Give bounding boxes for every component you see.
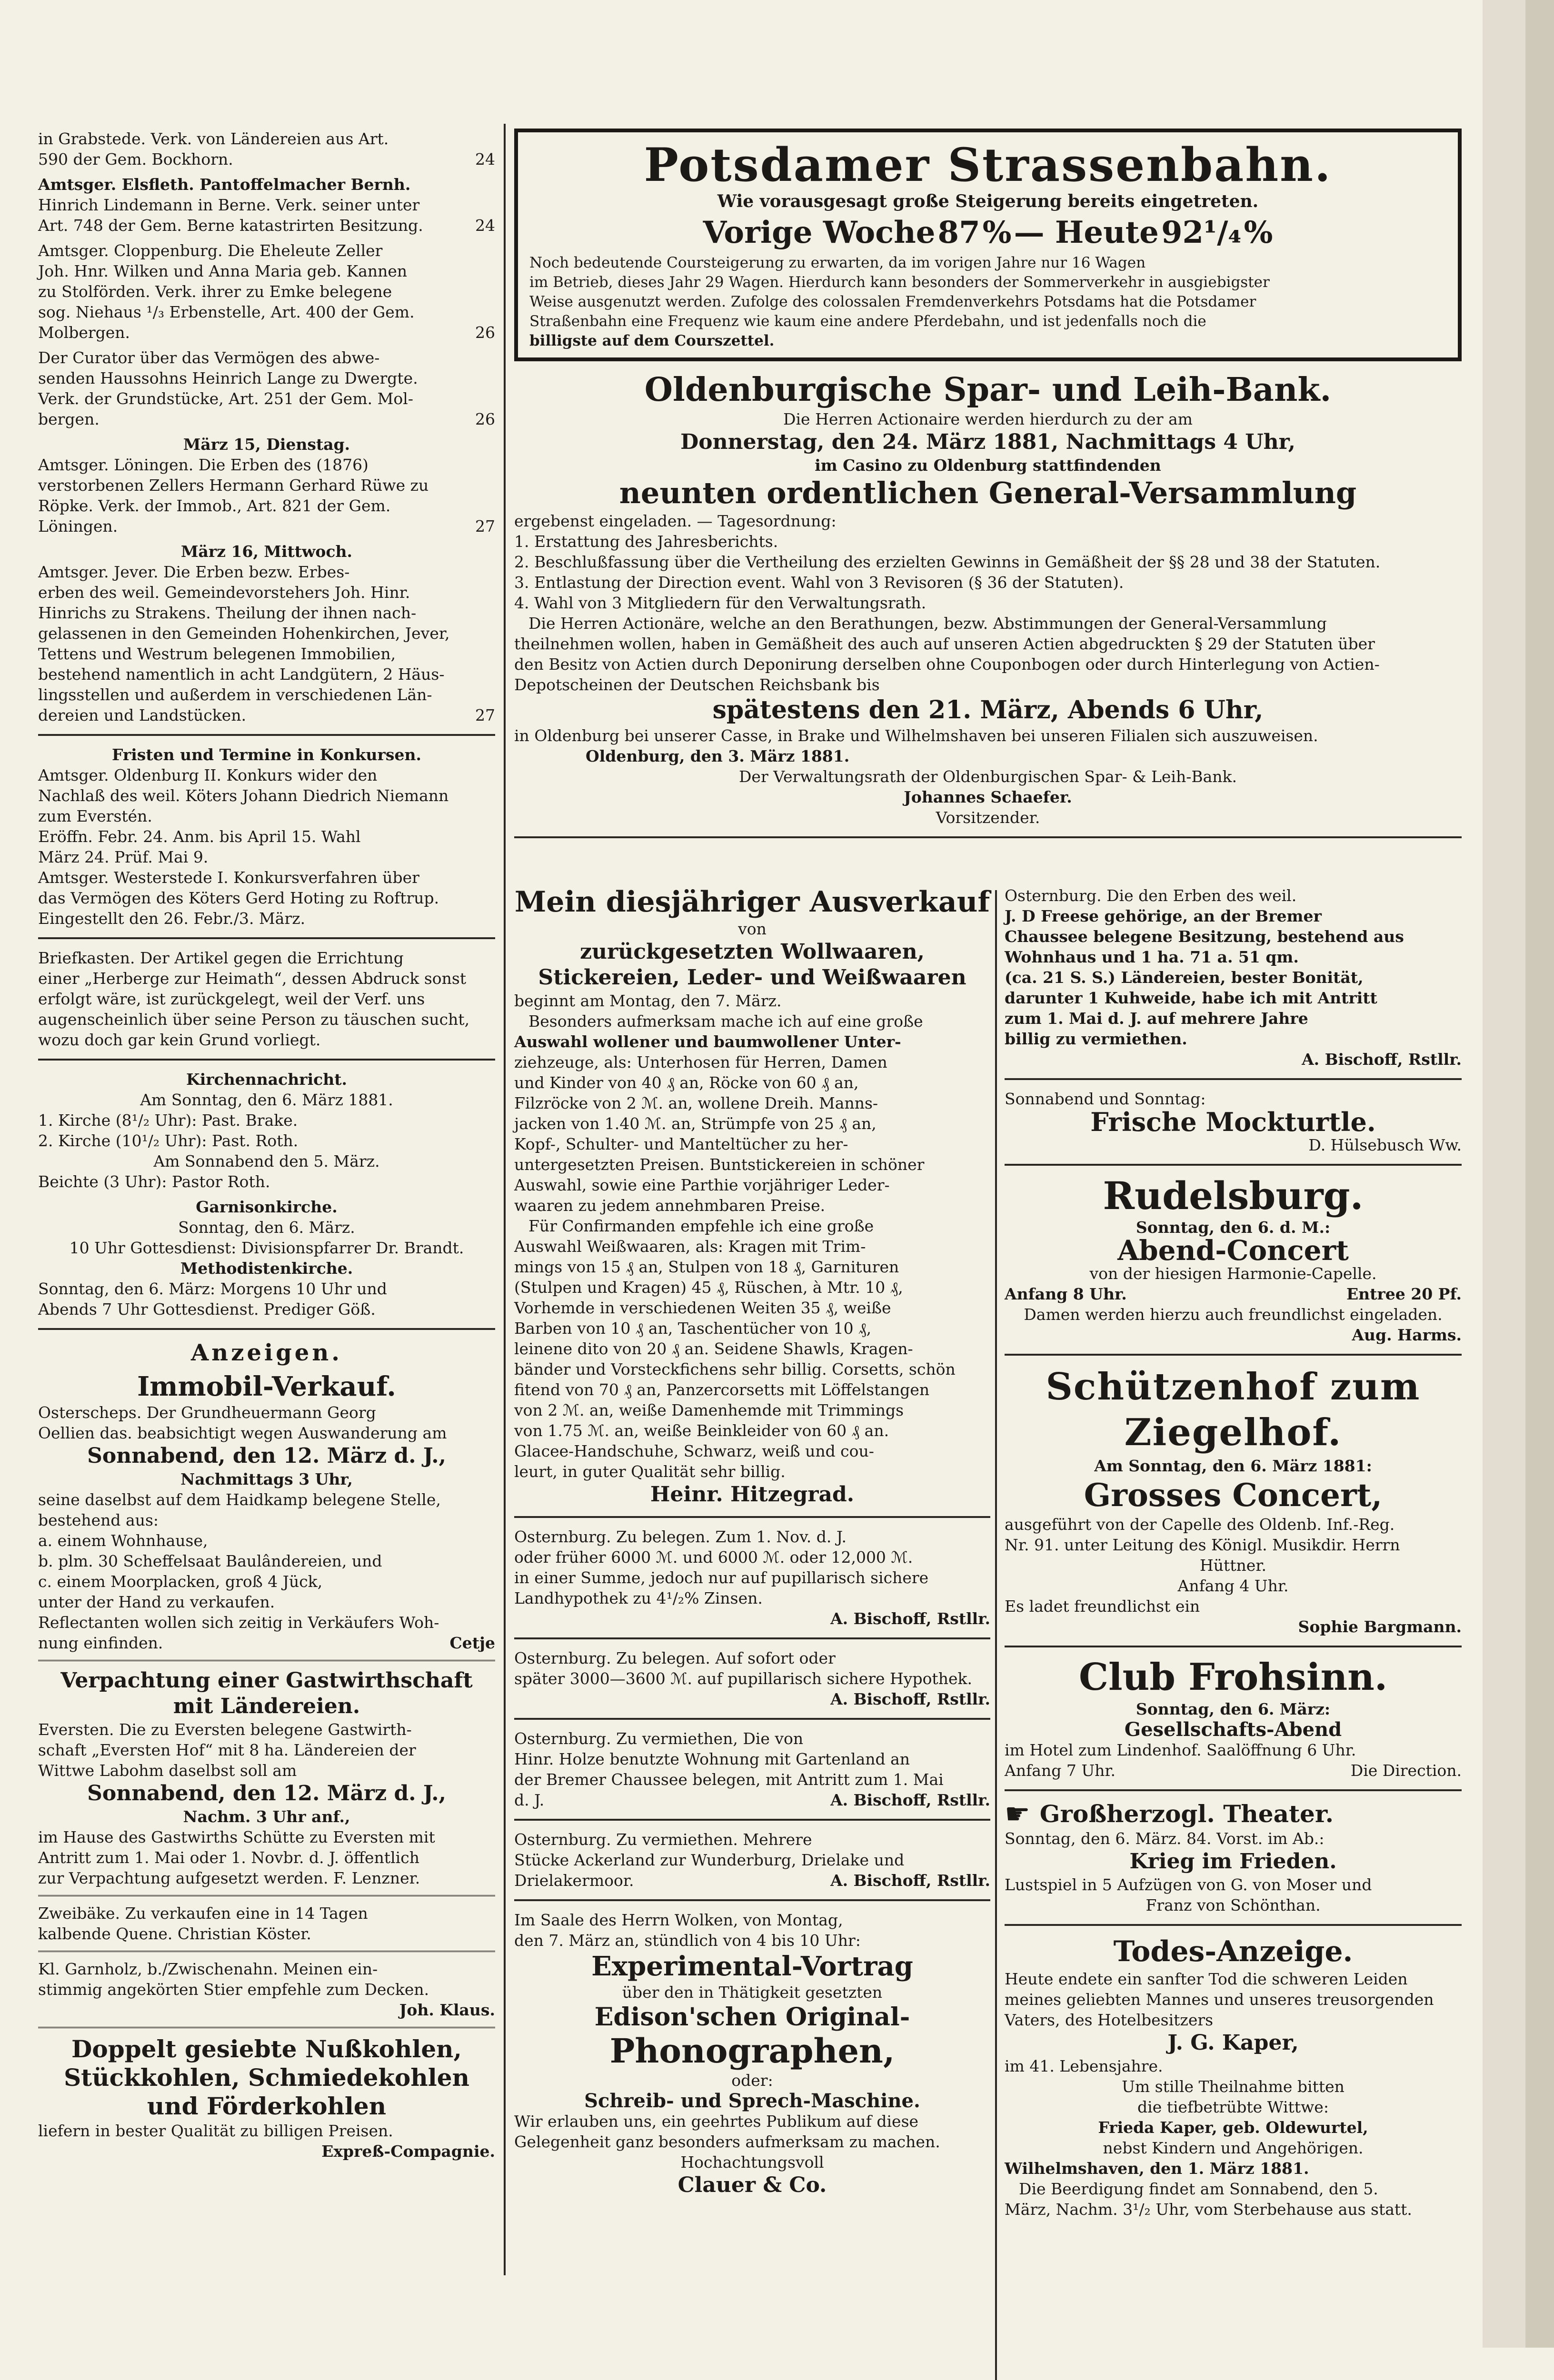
- text-line: dereien und Landstücken.: [38, 706, 247, 724]
- notice-grabstede: [38, 129, 495, 169]
- text-line: Im Saale des Herrn Wolken, von Montag,: [514, 1911, 843, 1929]
- text-line: die tiefbetrübte Wittwe:: [1137, 2098, 1329, 2116]
- text-line: von: [738, 920, 767, 938]
- divider: [38, 1059, 495, 1061]
- text-line: Der Curator über das Vermögen des abwe-: [38, 348, 380, 367]
- text-line: augenscheinlich über seine Person zu täuschen sucht,: [38, 1010, 470, 1029]
- text-line: sog. Niehaus ¹/₃ Erbenstelle, Art. 400 der Gem.: [38, 303, 415, 321]
- text-line: wozu doch gar kein Grund vorliegt.: [38, 1031, 321, 1049]
- notice-briefkasten: [38, 948, 495, 1050]
- text-line: Drielakermoor.: [514, 1871, 634, 1890]
- text-line: Sonnabend und Sonntag:: [1005, 1090, 1206, 1108]
- rate-unit: %: [982, 215, 1012, 250]
- divider: [38, 734, 495, 736]
- text-line: in Oldenburg bei unserer Casse, in Brake und Wilhelmshaven bei unseren Filialen sich auszuweisen.: [514, 726, 1318, 745]
- text-line: Landhypothek zu 4¹/₂% Zinsen.: [514, 1589, 763, 1607]
- text-line: und Kinder von 40 ₰ an, Röcke von 60 ₰ an,: [514, 1073, 859, 1092]
- ad-title: Experimental-Vortrag: [591, 1951, 913, 1982]
- ad-edison: [514, 1910, 990, 2198]
- text-line: Hinrich Lindemann in Berne. Verk. seiner unter: [38, 196, 420, 214]
- text-line: Anfang 8 Uhr.: [1005, 1285, 1127, 1303]
- banner-rates: [529, 215, 1446, 250]
- ad-osternburg-1: [514, 1527, 990, 1629]
- divider: [514, 1819, 990, 1821]
- ad-signature: Der Verwaltungsrath der Oldenburgischen Spar- & Leih-Bank.: [738, 767, 1237, 786]
- ad-signature: A. Bischoff, Rstllr.: [830, 1690, 990, 1708]
- text-line: im Casino zu Oldenburg stattfindenden: [815, 456, 1161, 475]
- ad-heading: Verpachtung einer Gastwirthschaft mit Ländereien.: [60, 1668, 473, 1718]
- text-line: Chaussee belegene Besitzung, bestehend aus: [1005, 927, 1404, 946]
- ad-date: Sonnabend, den 12. März d. J.,: [87, 1781, 446, 1805]
- text-line: Sonntag, den 6. März:: [1136, 1700, 1331, 1718]
- banner-subtitle: Wie vorausgesagt große Steigerung bereits eingetreten.: [717, 191, 1259, 211]
- text-line: bergen.: [38, 410, 100, 428]
- ad-signature: Heinr. Hitzegrad.: [650, 1482, 855, 1507]
- text-line: Sonntag, den 6. März.: [178, 1218, 355, 1237]
- text-line: Wir erlauben uns, ein geehrtes Publikum auf diese: [514, 2112, 919, 2131]
- text-line: Amtsger. Cloppenburg. Die Eheleute Zeller: [38, 241, 383, 260]
- text-line: Sonntag, den 6. März. 84. Vorst. im Ab.:: [1005, 1829, 1325, 1848]
- text-line: Straßenbahn eine Frequenz wie kaum eine andere Pferdebahn, und ist jedenfalls noch die: [529, 313, 1206, 330]
- text-line: ziehzeuge, als: Unterhosen für Herren, Damen: [514, 1053, 887, 1071]
- text-line: Stücke Ackerland zur Wunderburg, Drielake und: [514, 1851, 905, 1869]
- text-line: zu Stolförden. Verk. ihrer zu Emke belegene: [38, 282, 392, 301]
- notice-jever: [38, 562, 495, 725]
- ad-title: Großherzogl. Theater.: [1039, 1800, 1334, 1828]
- text-line: Lustspiel in 5 Aufzügen von G. von Moser und: [1005, 1875, 1372, 1894]
- ad-heading: Mein diesjähriger Ausverkauf: [514, 885, 990, 919]
- ad-potsdamer: [514, 129, 1462, 361]
- text-line: waaren zu jedem annehmbaren Preise.: [514, 1196, 826, 1215]
- divider: [38, 1951, 495, 1952]
- ad-signature: Aug. Harms.: [1352, 1326, 1462, 1344]
- text-line: Für Confirmanden empfehle ich eine große: [528, 1217, 874, 1235]
- text-line: Barben von 10 ₰ an, Taschentücher von 10 ₰,: [514, 1319, 872, 1338]
- ad-title: Gesellschafts-Abend: [1124, 1718, 1342, 1741]
- text-line: d. J.: [514, 1791, 545, 1809]
- text-line: Zweibäke. Zu verkaufen eine in 14 Tagen: [38, 1904, 368, 1923]
- text-line: Noch bedeutende Coursteigerung zu erwarten, da im vorigen Jahre nur 16 Wagen: [529, 254, 1146, 271]
- rate-label: — Heute: [1014, 215, 1159, 250]
- ad-title: Club Frohsinn.: [1078, 1656, 1388, 1699]
- text-line: Oellien das. beabsichtigt wegen Auswanderung am: [38, 1424, 447, 1442]
- text-line: im 41. Lebensjahre.: [1005, 2057, 1163, 2075]
- ad-title: Todes-Anzeige.: [1113, 1935, 1353, 1968]
- pointing-hand-icon: ☛: [1005, 1797, 1030, 1831]
- text-line: Molbergen.: [38, 323, 130, 342]
- text-line: Hochachtungsvoll: [680, 2153, 824, 2172]
- ad-title: Rudelsburg.: [1103, 1173, 1364, 1218]
- text-line: 10 Uhr Gottesdienst: Divisionspfarrer Dr. Brandt.: [69, 1239, 464, 1257]
- date-heading: März 15, Dienstag.: [183, 435, 350, 454]
- text-line: fitend von 70 ₰ an, Panzercorsetts mit Löffelstangen: [514, 1380, 930, 1399]
- text-line: nung einfinden.: [38, 1634, 163, 1652]
- text-line: oder früher 6000 ℳ. und 6000 ℳ. oder 12,000 ℳ.: [514, 1548, 913, 1567]
- text-line: Hinr. Holze benutzte Wohnung mit Gartenland an: [514, 1750, 910, 1768]
- text-line: zur Verpachtung aufgesetzt werden. F. Lenzner.: [38, 1869, 420, 1887]
- text-line: Weise ausgenutzt werden. Zufolge des colossalen Fremdenverkehrs Potsdams hat die Potsdamer: [529, 293, 1256, 310]
- ad-bank: [514, 371, 1462, 828]
- text-line: Auswahl, sowie eine Parthie vorjähriger Leder-: [514, 1176, 890, 1194]
- divider: [1005, 1646, 1462, 1647]
- text-line: Osterscheps. Der Grundheuermann Georg: [38, 1403, 376, 1422]
- text-line: Kopf-, Schulter- und Manteltücher zu her-: [514, 1135, 848, 1153]
- text-line: Abends 7 Uhr Gottesdienst. Prediger Göß.: [38, 1300, 376, 1319]
- text-line: kalbende Quene. Christian Köster.: [38, 1924, 311, 1943]
- rate-value: 87: [937, 215, 980, 250]
- text-line: Osternburg. Zu belegen. Zum 1. Nov. d. J.: [514, 1527, 847, 1546]
- ad-title: Frische Mockturtle.: [1090, 1107, 1376, 1137]
- text-line: untergesetzten Preisen. Buntstickereien in schöner: [514, 1155, 925, 1174]
- ad-date: Donnerstag, den 24. März 1881, Nachmittags 4 Uhr,: [680, 430, 1295, 454]
- deceased-name: J. G. Kaper,: [1167, 2031, 1299, 2055]
- ad-signature: Frieda Kaper, geb. Oldewurtel,: [1098, 2118, 1368, 2137]
- text-line: im Betrieb, dieses Jahr 29 Wagen. Hierdurch kann besonders der Sommerverkehr in ausgiebigster: [529, 274, 1270, 291]
- ad-rudelsburg: [1005, 1174, 1462, 1345]
- text-line: Filzröcke von 2 ℳ. an, wollene Dreih. Manns-: [514, 1094, 878, 1112]
- text-line: Nr. 91. unter Leitung des Königl. Musikdir. Herrn: [1005, 1536, 1400, 1554]
- text-line: senden Haussohns Heinrich Lange zu Dwergte.: [38, 369, 418, 387]
- text-line: Es ladet freundlichst ein: [1005, 1597, 1200, 1616]
- text-line: ausgeführt von der Capelle des Oldenb. Inf.-Reg.: [1005, 1515, 1395, 1534]
- text-line: den 7. März an, stündlich von 4 bis 10 Uhr:: [514, 1931, 861, 1950]
- section-heading: Garnisonkirche.: [196, 1198, 338, 1216]
- text-line: Osternburg. Zu vermiethen, Die von: [514, 1729, 804, 1748]
- ad-signature: A. Bischoff, Rstllr.: [830, 1791, 990, 1809]
- ad-club-frohsinn: [1005, 1656, 1462, 1781]
- text-line: erfolgt wäre, ist zurückgelegt, weil der Verf. uns: [38, 990, 425, 1008]
- text-line: Depotscheinen der Deutschen Reichsbank bis: [514, 675, 880, 694]
- ad-osternburg-2: [514, 1648, 990, 1709]
- text-line: meines geliebten Mannes und unseres treusorgenden: [1005, 1990, 1434, 2009]
- notice-curator: [38, 347, 495, 429]
- ad-heading: Immobil-Verkauf.: [137, 1371, 396, 1402]
- text-line: 590 der Gem. Bockhorn.: [38, 150, 233, 169]
- text-line: mings von 15 ₰ an, Stulpen von 18 ₰, Garnituren: [514, 1258, 899, 1276]
- text-line: März, Nachm. 3¹/₂ Uhr, vom Sterbehause aus statt.: [1005, 2200, 1412, 2219]
- text-line: stimmig angekörten Stier empfehle zum Decken.: [38, 1980, 429, 1999]
- page-ref: 27: [475, 706, 495, 724]
- divider: [38, 1328, 495, 1330]
- text-line: Gelegenheit ganz besonders aufmerksam zu machen.: [514, 2132, 940, 2151]
- ad-osternburg-4: [514, 1829, 990, 1891]
- notice-elsfleth: [38, 174, 495, 236]
- divider: [514, 836, 1462, 838]
- text-line: Auswahl wollener und baumwollener Unter-: [514, 1032, 901, 1051]
- text-line: Joh. Hnr. Wilken und Anna Maria geb. Kannen: [38, 262, 408, 280]
- section-heading: Methodistenkirche.: [180, 1259, 353, 1278]
- divider: [1005, 1164, 1462, 1166]
- text-line: (Stulpen und Kragen) 45 ₰, Rüschen, à Mtr. 10 ₰,: [514, 1278, 903, 1297]
- page-ref: 24: [475, 150, 495, 169]
- text-line: Die Beerdigung findet am Sonnabend, den 5.: [1019, 2180, 1378, 2198]
- agenda-item: 2. Beschlußfassung über die Vertheilung des erzielten Gewinns in Gemäßheit der §§ 28 und 38 der Statuten.: [514, 553, 1381, 571]
- text-line: Besonders aufmerksam mache ich auf eine große: [528, 1012, 923, 1031]
- text-line: von der hiesigen Harmonie-Capelle.: [1089, 1264, 1377, 1283]
- column-rule-1: [504, 124, 506, 2275]
- text-line: im Hotel zum Lindenhof. Saalöffnung 6 Uhr.: [1005, 1741, 1356, 1759]
- text-line: seine daselbst auf dem Haidkamp belegene Stelle,: [38, 1490, 441, 1509]
- ad-title: Abend-Concert: [1117, 1234, 1349, 1267]
- text-line: Amtsger. Oldenburg II. Konkurs wider den: [38, 766, 378, 784]
- text-line: Vorhemde in verschiedenen Weiten 35 ₰, weiße: [514, 1299, 891, 1317]
- agenda-item: 4. Wahl von 3 Mitgliedern für den Verwaltungsrath.: [514, 594, 926, 612]
- ad-mockturtle: [1005, 1089, 1462, 1155]
- text-line: Oldenburg, den 3. März 1881.: [586, 747, 850, 765]
- ad-osternburg-3: [514, 1728, 990, 1810]
- text-line: in Grabstede. Verk. von Ländereien aus Art.: [38, 129, 389, 148]
- text-line: Hüttner.: [1200, 1556, 1266, 1575]
- divider: [1005, 1078, 1462, 1080]
- banner-title: Potsdamer Strassenbahn.: [644, 138, 1332, 192]
- text-line: Eröffn. Febr. 24. Anm. bis April 15. Wahl: [38, 827, 361, 846]
- text-line: Amtsger. Elsfleth. Pantoffelmacher Bernh.: [38, 175, 411, 194]
- ad-todes-anzeige: [1005, 1934, 1462, 2220]
- ad-schuetzenhof: [1005, 1364, 1462, 1637]
- ad-signature: Die Direction.: [1350, 1761, 1462, 1780]
- text-line: Löningen.: [38, 517, 118, 536]
- text-line: darunter 1 Kuhweide, habe ich mit Antritt: [1005, 989, 1377, 1007]
- text-line: leinene dito von 20 ₰ an. Seidene Shawls, Kragen-: [514, 1339, 913, 1358]
- text-line: Briefkasten. Der Artikel gegen die Errichtung: [38, 949, 404, 967]
- text-line: Glacee-Handschuhe, Schwarz, weiß und cou-: [514, 1442, 874, 1460]
- notice-fristen: [38, 765, 495, 929]
- ad-deadline: spätestens den 21. März, Abends 6 Uhr,: [712, 695, 1264, 724]
- column-2: [514, 885, 990, 2198]
- ad-signature: Sophie Bargmann.: [1298, 1617, 1462, 1636]
- ad-heading: Doppelt gesiebte Nußkohlen, Stückkohlen, Schmiedekohlen und Förderkohlen: [64, 2035, 469, 2120]
- text-line: Auswahl Weißwaaren, als: Kragen mit Trim-: [514, 1237, 866, 1256]
- text-line: bestehend namentlich in acht Landgütern, 2 Häus-: [38, 665, 445, 684]
- divider: [514, 1899, 990, 1901]
- text-line: Heute endete ein sanfter Tod die schweren Leiden: [1005, 1970, 1408, 1988]
- text-line: Amtsger. Löningen. Die Erben des (1876): [38, 456, 369, 474]
- ad-signature: Johannes Schaefer.: [904, 788, 1072, 806]
- rate-value: 92¹/₄: [1161, 215, 1242, 250]
- ad-time: Nachmittags 3 Uhr,: [180, 1470, 353, 1488]
- column-3: [1005, 885, 1462, 2224]
- text-line: bestehend aus:: [38, 1511, 159, 1529]
- anzeigen-heading: Anzeigen.: [191, 1339, 342, 1366]
- ad-signature: Vorsitzender.: [936, 808, 1040, 827]
- text-line: gelassenen in den Gemeinden Hohenkirchen, Jever,: [38, 624, 450, 643]
- ad-ausverkauf: [514, 885, 990, 1507]
- text-line: Anfang 4 Uhr.: [1177, 1577, 1289, 1595]
- text-line: Osternburg. Die den Erben des weil.: [1005, 886, 1297, 905]
- ad-signature: A. Bischoff, Rstllr.: [830, 1871, 990, 1890]
- divider: [1005, 1789, 1462, 1791]
- text-line: Antritt zum 1. Mai oder 1. Novbr. d. J. öffentlich: [38, 1848, 419, 1867]
- text-line: Tettens und Westrum belegenen Immobilien,: [38, 645, 396, 663]
- text-line: leurt, in guter Qualität sehr billig.: [514, 1462, 786, 1481]
- ad-signature: Joh. Klaus.: [399, 2001, 495, 2019]
- notice-loeningen: [38, 455, 495, 536]
- ad-title: Grosses Concert,: [1084, 1477, 1383, 1514]
- ad-date: Sonnabend, den 12. März d. J.,: [87, 1444, 446, 1468]
- text-line: a. einem Wohnhause,: [38, 1531, 208, 1550]
- text-line: den Besitz von Actien durch Deponirung derselben ohne Couponbogen oder durch Hinterlegung von Actien-: [514, 655, 1380, 674]
- text-line: von 2 ℳ. an, weiße Damenhemde mit Trimmings: [514, 1401, 904, 1419]
- ad-title: neunten ordentlichen General-Versammlung: [619, 476, 1357, 510]
- divider: [1005, 1924, 1462, 1926]
- text-line: von 1.75 ℳ. an, weiße Beinkleider von 60 ₰ an.: [514, 1421, 889, 1440]
- column-rule-2: [995, 890, 997, 2380]
- page-ref: 24: [475, 216, 495, 235]
- text-line: Wilhelmshaven, den 1. März 1881.: [1005, 2159, 1309, 2178]
- text-line: Röpke. Verk. der Immob., Art. 821 der Gem.: [38, 496, 391, 515]
- text-line: Am Sonntag, den 6. März 1881:: [1094, 1457, 1372, 1475]
- banner-area: [514, 129, 1462, 847]
- theater-heading-row: [1005, 1797, 1462, 1831]
- divider: [38, 937, 495, 939]
- ad-title: Edison'schen Original-: [594, 2003, 910, 2032]
- text-line: (ca. 21 S. S.) Ländereien, bester Bonität,: [1005, 968, 1364, 987]
- agenda-item: 3. Entlastung der Direction event. Wahl von 3 Revisoren (§ 36 der Statuten).: [514, 573, 1124, 592]
- text-line: der Bremer Chaussee belegen, mit Antritt zum 1. Mai: [514, 1770, 944, 1789]
- text-line: Franz von Schönthan.: [1146, 1896, 1321, 1914]
- text-line: im Hause des Gastwirths Schütte zu Eversten mit: [38, 1828, 435, 1846]
- text-line: Wohnhaus und 1 ha. 71 a. 51 qm.: [1005, 948, 1299, 966]
- text-line: verstorbenen Zellers Hermann Gerhard Rüwe zu: [38, 476, 429, 495]
- text-line: Die Herren Actionaire werden hierdurch zu der am: [783, 410, 1193, 428]
- text-line: Osternburg. Zu belegen. Auf sofort oder: [514, 1649, 836, 1667]
- text-line: Sonntag, den 6. März: Morgens 10 Uhr und: [38, 1279, 387, 1298]
- text-line: oder:: [731, 2071, 773, 2090]
- ad-title: zurückgesetzten Wollwaaren, Stickereien, Leder- und Weißwaaren: [538, 940, 966, 990]
- divider: [38, 1895, 495, 1896]
- text-line: Art. 748 der Gem. Berne katastrirten Besitzung.: [38, 216, 423, 235]
- text-line: 1. Kirche (8¹/₂ Uhr): Past. Brake.: [38, 1111, 298, 1130]
- text-line: Beichte (3 Uhr): Pastor Roth.: [38, 1172, 270, 1191]
- text-line: Kl. Garnholz, b./Zwischenahn. Meinen ein-: [38, 1960, 378, 1978]
- text-line: Vaters, des Hotelbesitzers: [1005, 2011, 1214, 2029]
- rate-unit: %: [1244, 215, 1273, 250]
- notice-kirchen: [38, 1090, 495, 1192]
- ad-title: Krieg im Frieden.: [1129, 1849, 1337, 1874]
- text-line: Amtsger. Jever. Die Erben bezw. Erbes-: [38, 563, 350, 581]
- text-line: Um stille Theilnahme bitten: [1122, 2077, 1345, 2096]
- ad-signature: Clauer & Co.: [677, 2173, 827, 2197]
- text-line: Amtsger. Westerstede I. Konkursverfahren über: [38, 868, 419, 887]
- ad-signature: D. Hülsebusch Ww.: [1308, 1136, 1462, 1154]
- divider: [1005, 1354, 1462, 1356]
- ad-signature: Expreß-Compagnie.: [321, 2142, 495, 2161]
- ad-verpachtung: [38, 1719, 495, 1888]
- notice-cloppenburg: [38, 240, 495, 343]
- text-line: schaft „Eversten Hof“ mit 8 ha. Ländereien der: [38, 1741, 416, 1759]
- ad-signature: A. Bischoff, Rstllr.: [830, 1609, 990, 1628]
- text-line: jacken von 1.40 ℳ. an, Strümpfe von 25 ₰ an,: [514, 1114, 877, 1133]
- text-line: Wittwe Labohm daselbst soll am: [38, 1761, 297, 1780]
- section-heading: Kirchennachricht.: [186, 1070, 347, 1089]
- text-line: Sonntag, den 6. d. M.:: [1136, 1218, 1331, 1237]
- date-heading: März 16, Mittwoch.: [181, 542, 352, 561]
- text-line: liefern in bester Qualität zu billigen Preisen.: [38, 2122, 393, 2140]
- text-line: Am Sonnabend den 5. März.: [153, 1152, 380, 1170]
- divider: [38, 1660, 495, 1661]
- ad-signature: A. Bischoff, Rstllr.: [1302, 1050, 1462, 1069]
- text-line: billig zu vermiethen.: [1005, 1030, 1187, 1048]
- text-line: Osternburg. Zu vermiethen. Mehrere: [514, 1830, 812, 1849]
- text-line: Am Sonntag, den 6. März 1881.: [140, 1091, 393, 1109]
- ad-title: Schützenhof zum Ziegelhof.: [1046, 1365, 1421, 1454]
- text-line: bänder und Vorsteckfichens sehr billig. Corsetts, schön: [514, 1360, 956, 1378]
- page-ref: 26: [475, 323, 495, 342]
- text-line: unter der Hand zu verkaufen.: [38, 1593, 275, 1611]
- text-line: Damen werden hierzu auch freundlichst eingeladen.: [1024, 1305, 1443, 1324]
- ad-freese: [1005, 885, 1462, 1070]
- text-line: zum Everstén.: [38, 807, 152, 825]
- divider: [38, 2027, 495, 2028]
- section-heading: Fristen und Termine in Konkursen.: [112, 745, 421, 764]
- text-line: über den in Thätigkeit gesetzten: [622, 1983, 883, 2002]
- text-line: Verk. der Grundstücke, Art. 251 der Gem. Mol-: [38, 389, 413, 408]
- column-1: [38, 129, 495, 2162]
- text-line: Eversten. Die zu Eversten belegene Gastwirth-: [38, 1720, 412, 1739]
- text-line: Anfang 7 Uhr.: [1005, 1761, 1116, 1780]
- text-line: theilnehmen wollen, haben in Gemäßheit des auch auf unseren Actien abgedruckten § 29 der Statuten über: [514, 635, 1375, 653]
- text-line: in einer Summe, jedoch nur auf pupillarisch sichere: [514, 1568, 929, 1587]
- text-line: lingsstellen und außerdem in verschiedenen Län-: [38, 685, 432, 704]
- page-ref: 26: [475, 410, 495, 428]
- text-line: zum 1. Mai d. J. auf mehrere Jahre: [1005, 1009, 1308, 1028]
- text-line: nebst Kindern und Angehörigen.: [1103, 2139, 1364, 2157]
- divider: [514, 1718, 990, 1720]
- agenda-item: 1. Erstattung des Jahresberichts.: [514, 532, 778, 551]
- text-line: Entree 20 Pf.: [1346, 1285, 1462, 1303]
- text-line: einer „Herberge zur Heimath“, dessen Abdruck sonst: [38, 969, 467, 988]
- text-line: c. einem Moorplacken, groß 4 Jück,: [38, 1572, 323, 1591]
- ad-title: Schreib- und Sprech-Maschine.: [584, 2090, 920, 2112]
- ad-immobil: [38, 1402, 495, 1653]
- text-line: erben des weil. Gemeindevorstehers Joh. Hinr.: [38, 583, 410, 602]
- text-line: ergebenst eingeladen. — Tagesordnung:: [514, 512, 837, 530]
- text-line: b. plm. 30 Scheffelsaat Baulândereien, und: [38, 1552, 382, 1570]
- text-line: 2. Kirche (10¹/₂ Uhr): Past. Roth.: [38, 1131, 299, 1150]
- ad-time: Nachm. 3 Uhr anf.,: [183, 1807, 350, 1826]
- divider: [514, 1637, 990, 1639]
- text-line: Hinrichs zu Strakens. Theilung der ihnen nach-: [38, 604, 417, 622]
- text-line: Eingestellt den 26. Febr./3. März.: [38, 909, 306, 928]
- divider: [514, 1516, 990, 1518]
- text-line: beginnt am Montag, den 7. März.: [514, 992, 782, 1010]
- ad-heading: Oldenburgische Spar- und Leih-Bank.: [644, 371, 1332, 409]
- text-line: März 24. Prüf. Mai 9.: [38, 848, 209, 866]
- ad-theater: [1005, 1797, 1462, 1915]
- page-ref: 27: [475, 517, 495, 536]
- page-edge-shadow: [1525, 0, 1554, 2348]
- rate-label: Vorige Woche: [703, 215, 936, 250]
- text-line: Nachlaß des weil. Köters Johann Diedrich Niemann: [38, 786, 449, 805]
- text-line: später 3000—3600 ℳ. auf pupillarisch sichere Hypothek.: [514, 1669, 972, 1688]
- text-line: das Vermögen des Köters Gerd Hoting zu Roftrup.: [38, 889, 439, 907]
- text-line: Reflectanten wollen sich zeitig in Verkäufers Woh-: [38, 1613, 439, 1632]
- ad-title: Phonographen,: [609, 2031, 895, 2071]
- text-line: Die Herren Actionäre, welche an den Berathungen, bezw. Abstimmungen der General-Versammlung: [528, 614, 1327, 633]
- text-line: billigste auf dem Courszettel.: [529, 332, 775, 349]
- text-line: J. D Freese gehörige, an der Bremer: [1005, 907, 1322, 925]
- ad-signature: Cetje: [449, 1634, 495, 1652]
